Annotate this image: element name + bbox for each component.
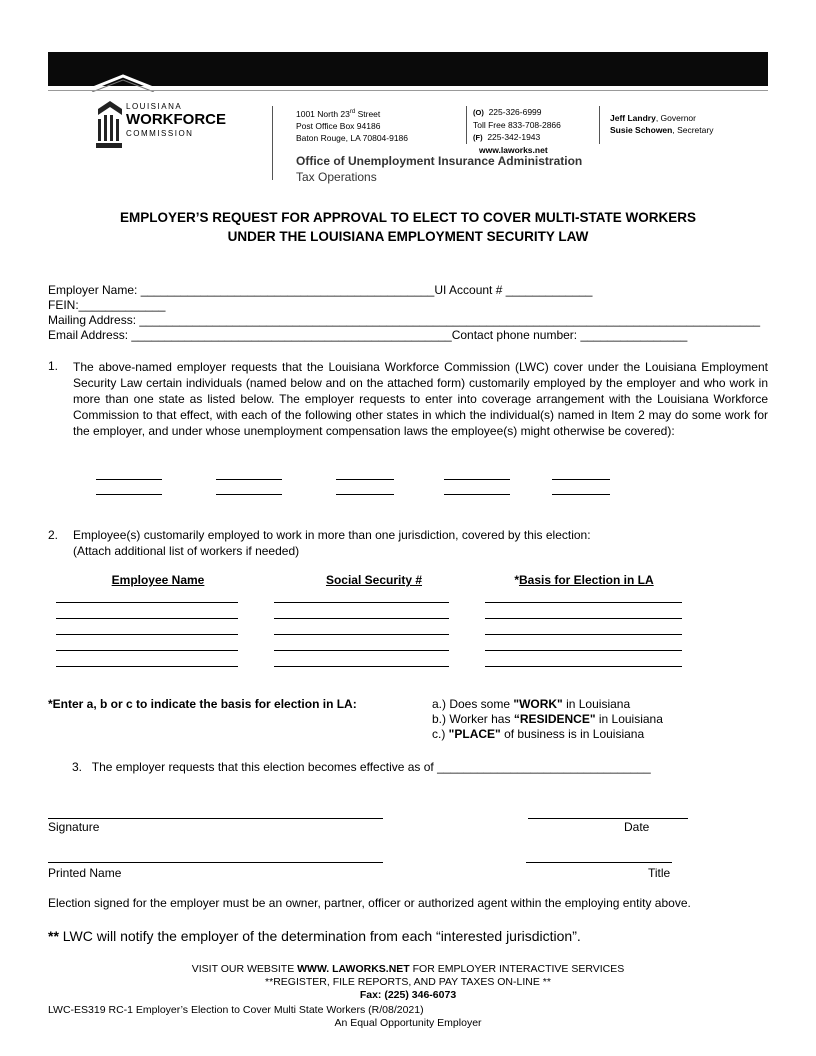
ssn-blank[interactable]: [274, 634, 449, 635]
column-header-employee-name: Employee Name: [111, 573, 205, 587]
basis-b-keyword: “RESIDENCE": [513, 712, 596, 726]
basis-b-suffix: in Louisiana: [595, 712, 663, 726]
email-field[interactable]: Email Address: ________________________________________________Contact phone number: ________________: [48, 328, 688, 342]
form-id: LWC-ES319 RC-1 Employer’s Election to Cover Multi State Workers (R/08/2021): [48, 1004, 424, 1016]
secretary-title: , Secretary: [672, 125, 714, 135]
form-title: [48, 208, 768, 246]
ssn-blank[interactable]: [274, 650, 449, 651]
item-1-text: The above-named employer requests that the Louisiana Workforce Commission (LWC) cover under the Louisiana Employment Security Law certain individuals (named below and on the attached form) customarily employed by the employer and who work in more than one state as listed below. The employer requests to enter into coverage arrangement with the Louisiana Workforce Commission to that effect, with each of the following other states in which the individual(s) named in Item 2 may do some work for the employer, and under whose unemployment compensation laws the employee(s) might otherwise be covered):: [73, 360, 768, 438]
state-blank[interactable]: [552, 479, 610, 480]
state-blank[interactable]: [216, 479, 282, 480]
fax-number: 225-342-1943: [487, 132, 541, 142]
header-divider: [599, 106, 600, 144]
basis-blank[interactable]: [485, 634, 682, 635]
address-line-2: Post Office Box 94186: [296, 120, 381, 131]
employee-name-blank[interactable]: [56, 650, 238, 651]
ssn-blank[interactable]: [274, 618, 449, 619]
basis-a-prefix: a.) Does some: [432, 697, 514, 711]
basis-blank[interactable]: [485, 666, 682, 667]
basis-a-suffix: in Louisiana: [562, 697, 631, 711]
item-3-effective-date[interactable]: 3. The employer requests that this election becomes effective as of ________________________________: [72, 760, 651, 774]
basis-c-prefix: c.): [432, 727, 449, 741]
office-phone-label: (O): [473, 108, 484, 117]
item-1-number: 1.: [48, 359, 59, 373]
basis-blank[interactable]: [485, 602, 682, 603]
footer-register: **REGISTER, FILE REPORTS, AND PAY TAXES ON-LINE **: [265, 976, 551, 988]
toll-free-phone: Toll Free 833-708-2866: [473, 120, 561, 130]
item-2-number: 2.: [48, 528, 59, 542]
footer-visit: [48, 963, 768, 975]
employee-name-blank[interactable]: [56, 666, 238, 667]
header-rule: [48, 90, 768, 91]
item-2-note: (Attach additional list of workers if needed): [73, 544, 300, 558]
employee-name-blank[interactable]: [56, 634, 238, 635]
title-line[interactable]: [526, 862, 672, 863]
basis-c-keyword: "PLACE": [448, 727, 501, 741]
state-blank[interactable]: [96, 494, 162, 495]
state-blank[interactable]: [444, 494, 510, 495]
logo-line-louisiana: LOUISIANA: [126, 102, 183, 111]
column-header-ssn: Social Security #: [325, 573, 423, 587]
form-title-line-2: UNDER THE LOUISIANA EMPLOYMENT SECURITY LAW: [227, 229, 589, 244]
contact-block: [473, 106, 561, 156]
governor-name: Jeff Landry: [610, 113, 656, 123]
notify-note-text: LWC will notify the employer of the determination from each “interested jurisdiction”.: [58, 928, 581, 944]
signature-label: Signature: [48, 820, 100, 834]
state-blank[interactable]: [216, 494, 282, 495]
fax-label: (F): [473, 133, 483, 142]
basis-option-b: [432, 712, 663, 726]
mailing-address-field[interactable]: Mailing Address: _____________________________________________________________________________________________: [48, 313, 761, 327]
lwc-logo: [96, 101, 226, 151]
ssn-blank[interactable]: [274, 666, 449, 667]
date-label: Date: [624, 820, 650, 834]
printed-name-line[interactable]: [48, 862, 383, 863]
state-blank[interactable]: [444, 479, 510, 480]
notify-note-stars: **: [48, 928, 59, 944]
address-superscript: rd: [349, 109, 356, 115]
basis-instruction: *Enter a, b or c to indicate the basis for election in LA:: [48, 697, 357, 711]
division-name: Tax Operations: [296, 170, 377, 184]
basis-b-prefix: b.) Worker has: [432, 712, 514, 726]
state-blank[interactable]: [96, 479, 162, 480]
employee-name-blank[interactable]: [56, 618, 238, 619]
item-2-text: Employee(s) customarily employed to work in more than one jurisdiction, covered by this election:: [73, 528, 591, 542]
column-header-basis-asterisk: *: [514, 573, 519, 587]
basis-a-keyword: "WORK": [513, 697, 563, 711]
date-line[interactable]: [528, 818, 688, 819]
printed-name-label: Printed Name: [48, 866, 122, 880]
basis-c-suffix: of business is in Louisiana: [500, 727, 645, 741]
logo-line-workforce: WORKFORCE: [126, 111, 226, 128]
election-note: Election signed for the employer must be an owner, partner, officer or authorized agent within the employing entity above.: [48, 896, 691, 910]
signature-line[interactable]: [48, 818, 383, 819]
basis-blank[interactable]: [485, 650, 682, 651]
footer-visit-prefix: VISIT OUR WEBSITE: [191, 963, 298, 975]
mailing-address-block: [296, 106, 408, 144]
office-phone: 225-326-6999: [488, 107, 542, 117]
logo-line-commission: COMMISSION: [126, 129, 194, 138]
lwc-logo-text: [126, 101, 226, 139]
footer-visit-suffix: FOR EMPLOYER INTERACTIVE SERVICES: [409, 963, 625, 975]
equal-opportunity: An Equal Opportunity Employer: [334, 1017, 482, 1029]
notify-note: [48, 928, 581, 944]
basis-blank[interactable]: [485, 618, 682, 619]
office-name: Office of Unemployment Insurance Administration: [296, 154, 583, 168]
address-line-3: Baton Rouge, LA 70804-9186: [296, 132, 409, 143]
employee-name-blank[interactable]: [56, 602, 238, 603]
column-header-basis: [484, 573, 684, 587]
header-divider: [272, 106, 273, 180]
employer-name-field[interactable]: Employer Name: ____________________________________________UI Account # _____________: [48, 283, 593, 297]
footer-website-link[interactable]: WWW. LAWORKS.NET: [297, 963, 410, 975]
lwc-logo-mark-icon: [96, 101, 124, 149]
form-title-line-1: EMPLOYER’S REQUEST FOR APPROVAL TO ELECT TO COVER MULTI-STATE WORKERS: [119, 210, 697, 225]
fein-field[interactable]: FEIN:_____________: [48, 298, 166, 312]
basis-option-c: [432, 727, 644, 741]
column-header-basis-label: Basis for Election in LA: [518, 573, 654, 587]
state-blank[interactable]: [336, 494, 394, 495]
header-divider: [466, 106, 467, 144]
state-blank[interactable]: [336, 479, 394, 480]
footer-fax: Fax: (225) 346-6073: [359, 989, 457, 1001]
title-label: Title: [648, 866, 671, 880]
governor-title: , Governor: [655, 113, 696, 123]
secretary-name: Susie Schowen: [610, 125, 673, 135]
address-line-1: 1001 North 23: [296, 108, 350, 119]
address-line-1-end: Street: [355, 108, 381, 119]
website-link[interactable]: www.laworks.net: [479, 145, 548, 155]
basis-option-a: [432, 697, 630, 711]
state-blank[interactable]: [552, 494, 610, 495]
officials-block: [610, 112, 713, 136]
ssn-blank[interactable]: [274, 602, 449, 603]
